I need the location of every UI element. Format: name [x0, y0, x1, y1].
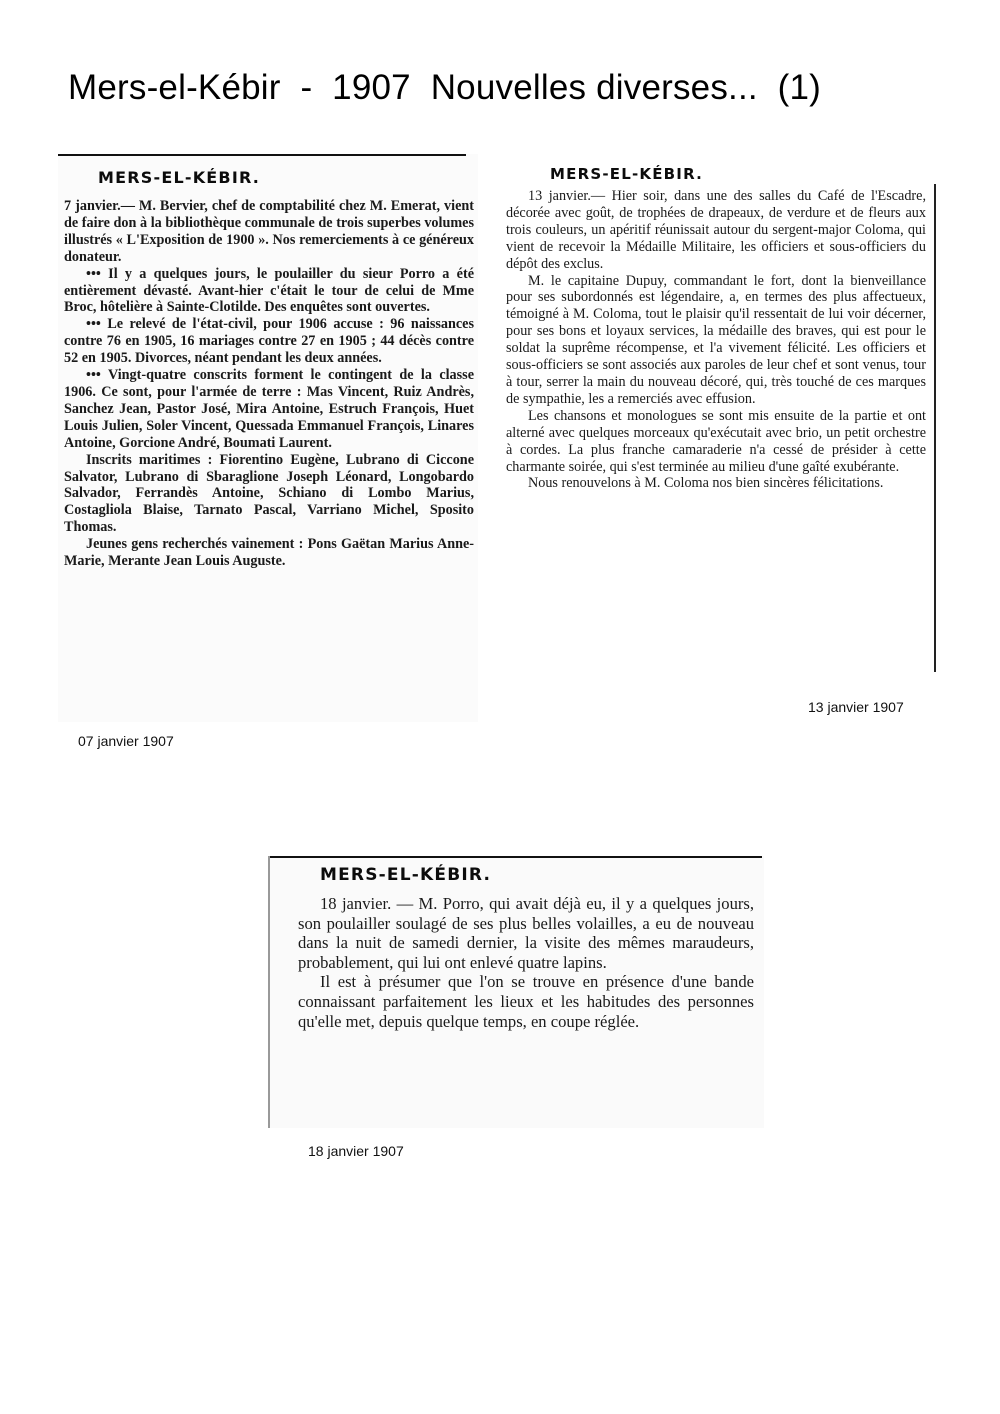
- clipping-rule: [268, 856, 762, 858]
- paragraph: 7 janvier.— M. Bervier, chef de comptabilité chez M. Emerat, vient de faire don à la bibliothèque communale de trois superbes volumes illustrés « L'Exposition de 1900 ». Nos remerciements à ce généreux donateur.: [64, 198, 474, 265]
- paragraph: Inscrits maritimes : Fiorentino Eugène, Lubrano di Ciccone Salvator, Lubrano di Sbaraglione Joseph Léonard, Longobardo Salvador, Ferrandès Antoine, Schiano di Lombo Marius, Costagliola Blaise, Tarnato Pascal, Varriano Michel, Sposito Thomas.: [64, 451, 474, 536]
- clipping-18-janvier: [268, 856, 764, 1128]
- paragraph: Les chansons et monologues se sont mis ensuite de la partie et ont alterné avec quelques morceaux qu'exécutait avec brio, un petit orchestre à cordes. La plus franche camaraderie n'a cessé de présider à cette charmante soirée, qui s'est terminée au milieu d'une gaîté exubérante.: [506, 407, 926, 475]
- paragraph: Jeunes gens recherchés vainement : Pons Gaëtan Marius Anne-Marie, Merante Jean Louis Auguste.: [64, 536, 474, 570]
- paragraph: ••• Vingt-quatre conscrits forment le contingent de la classe 1906. Ce sont, pour l'armée de terre : Mas Vincent, Ruiz Andrès, Sanchez Jean, Pastor José, Mira Antoine, Estruch François, Huet Louis Julien, Soler Vincent, Quessada Emmanuel François, Linares Antoine, Gorcione André, Boumati Laurent.: [64, 367, 474, 451]
- paragraph: M. le capitaine Dupuy, commandant le fort, dont la bienveillance pour ses subordonnés est légendaire, a, en termes des plus affectueux, témoigné à M. Coloma, tout le plaisir qu'il ressentait de lui voir décerner, pour ses bons et loyaux services, la médaille des braves, qui est pour le soldat la suprême récompense, et l'a vivement félicité. Les officiers et sous-officiers se sont associés aux paroles de leur chef et sont venus, tour à tour, serrer la main du nouveau décoré, qui, très touché de ces marques de sympathie, les a remerciés avec effusion.: [506, 272, 926, 407]
- paragraph: Il est à présumer que l'on se trouve en présence d'une bande connaissant parfaitement les lieux et les habitudes des personnes qu'elle met, depuis quelque temps, en coupe réglée.: [298, 972, 754, 1031]
- paragraph: 18 janvier. — M. Porro, qui avait déjà eu, il y a quelques jours, son poulailler soulagé de ses plus belles volailles, a eu de nouveau dans la nuit de samedi dernier, la visite des mêmes maraudeurs, probablement, qui lui ont enlevé quatre lapins.: [298, 894, 754, 972]
- clipping-date-caption: 18 janvier 1907: [308, 1143, 404, 1159]
- clipping-date-caption: 13 janvier 1907: [808, 699, 904, 715]
- clipping-13-janvier: [506, 158, 942, 684]
- clipping-heading: MERS-EL-KÉBIR.: [550, 165, 703, 183]
- paragraph: Nous renouvelons à M. Coloma nos bien sincères félicitations.: [528, 475, 884, 492]
- clipping-rule: [934, 184, 936, 672]
- clipping-07-janvier: [58, 154, 478, 722]
- clipping-edge: [268, 856, 270, 1128]
- clipping-heading: MERS-EL-KÉBIR.: [98, 168, 261, 187]
- clipping-heading: MERS-EL-KÉBIR.: [320, 865, 492, 885]
- page-title: Mers-el-Kébir - 1907 Nouvelles diverses... (1): [68, 68, 822, 107]
- clipping-date-caption: 07 janvier 1907: [78, 733, 174, 749]
- paragraph: ••• Le relevé de l'état-civil, pour 1906 accuse : 96 naissances contre 76 en 1905, 16 mariages contre 27 en 1905 ; 44 décès contre 52 en 1905. Divorces, néant pendant les deux années.: [64, 316, 474, 367]
- clipping-rule: [58, 154, 466, 156]
- paragraph: 13 janvier.— Hier soir, dans une des salles du Café de l'Escadre, décorée avec goût, de trophées de drapeaux, de verdure et de fleurs aux trois couleurs, un apéritif réunissait autour du sergent-major Coloma, qui vient de recevoir la Médaille Militaire, les officiers et sous-officiers du dépôt des exclus.: [506, 188, 926, 272]
- clipping-body: [506, 188, 926, 492]
- clipping-body: [64, 198, 474, 570]
- clipping-body: [298, 894, 754, 1031]
- paragraph: ••• Il y a quelques jours, le poulailler du sieur Porro a été entièrement dévasté. Avant-hier c'était le tour de celui de Mme Broc, hôtelière à Sainte-Clotilde. Des enquêtes sont ouvertes.: [64, 265, 474, 316]
